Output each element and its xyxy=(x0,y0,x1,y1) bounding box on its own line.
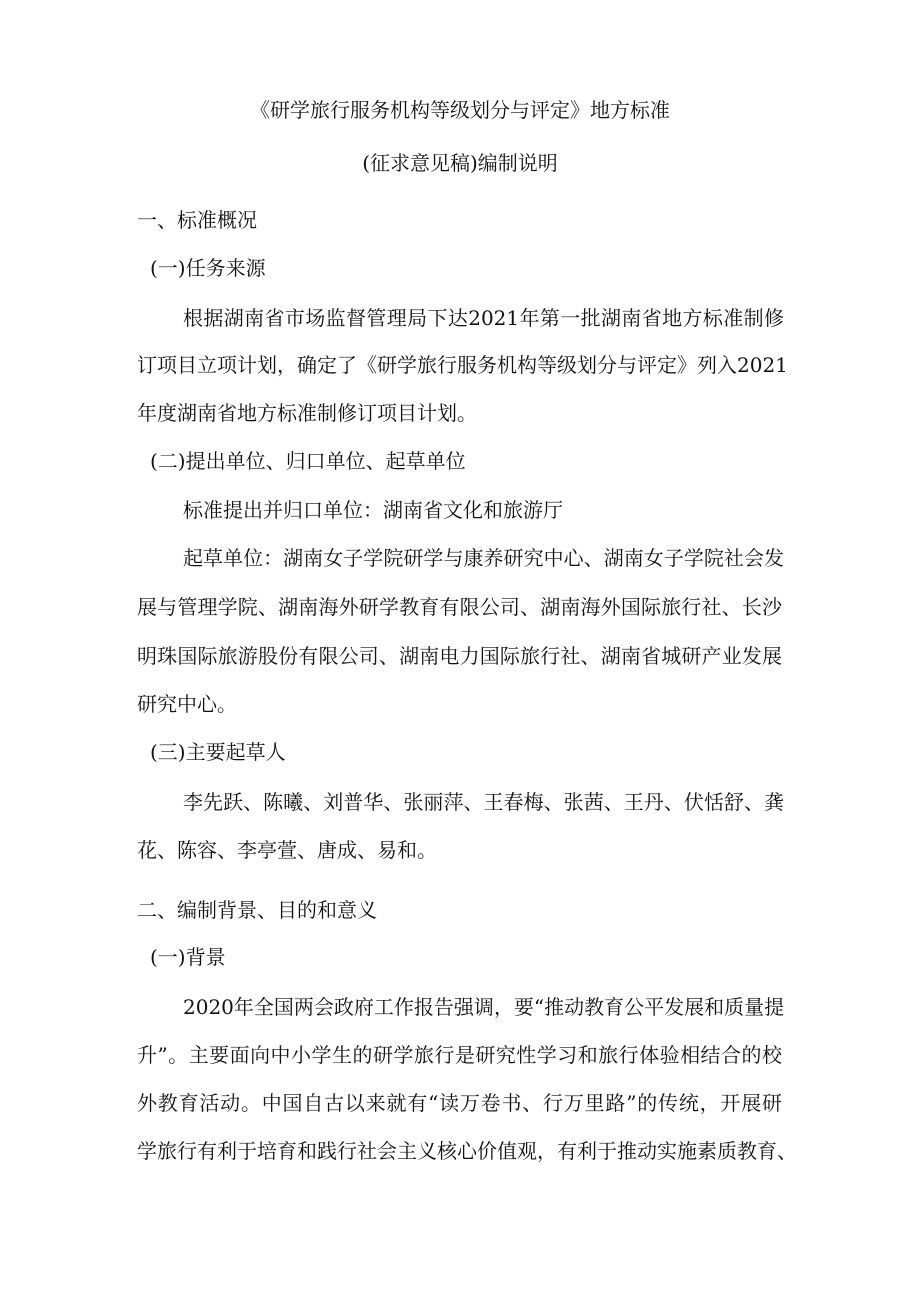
subsection-1-1-heading: (一)任务来源 xyxy=(150,256,266,280)
section-1-heading: 一、标准概况 xyxy=(137,208,257,232)
paragraph-line: 展与管理学院、湖南海外研学教育有限公司、湖南海外国际旅行社、长沙 xyxy=(137,595,782,619)
paragraph-line: 起草单位：湖南女子学院研学与康养研究中心、湖南女子学院社会发 xyxy=(183,546,784,570)
paragraph-line: 年度湖南省地方标准制修订项目计划。 xyxy=(137,401,477,425)
paragraph-line: 花、陈容、李亭萱、唐成、易和。 xyxy=(137,838,437,862)
paragraph-line: 学旅行有利于培育和践行社会主义核心价值观，有利于推动实施素质教育、 xyxy=(137,1139,797,1163)
paragraph-line: 2020年全国两会政府工作报告强调，要“推动教育公平发展和质量提 xyxy=(183,995,785,1019)
paragraph-line: 研究中心。 xyxy=(137,692,237,716)
paragraph-line: 明珠国际旅游股份有限公司、湖南电力国际旅行社、湖南省城研产业发展 xyxy=(137,644,782,668)
paragraph-line: 李先跃、陈曦、刘普华、张丽萍、王春梅、张茜、王丹、伏恬舒、龚 xyxy=(183,790,784,814)
section-2-heading: 二、编制背景、目的和意义 xyxy=(137,898,377,922)
subsection-1-3-heading: (三)主要起草人 xyxy=(150,740,286,764)
subsection-2-1-heading: (一)背景 xyxy=(150,945,226,969)
subsection-1-2-heading: (二)提出单位、归口单位、起草单位 xyxy=(150,449,466,473)
doc-title-line-1: 《研学旅行服务机构等级划分与评定》地方标准 xyxy=(250,98,670,122)
paragraph-line: 外教育活动。中国自古以来就有“读万卷书、行万里路”的传统，开展研 xyxy=(137,1091,782,1115)
paragraph-line: 根据湖南省市场监督管理局下达2021年第一批湖南省地方标准制修 xyxy=(183,306,784,330)
doc-title-line-2: (征求意见稿)编制说明 xyxy=(362,151,558,175)
paragraph-line: 升”。主要面向中小学生的研学旅行是研究性学习和旅行体验相结合的校 xyxy=(137,1043,782,1067)
paragraph-line: 订项目立项计划，确定了《研学旅行服务机构等级划分与评定》列入2021 xyxy=(137,353,788,377)
paragraph-line: 标准提出并归口单位：湖南省文化和旅游厅 xyxy=(183,498,563,522)
